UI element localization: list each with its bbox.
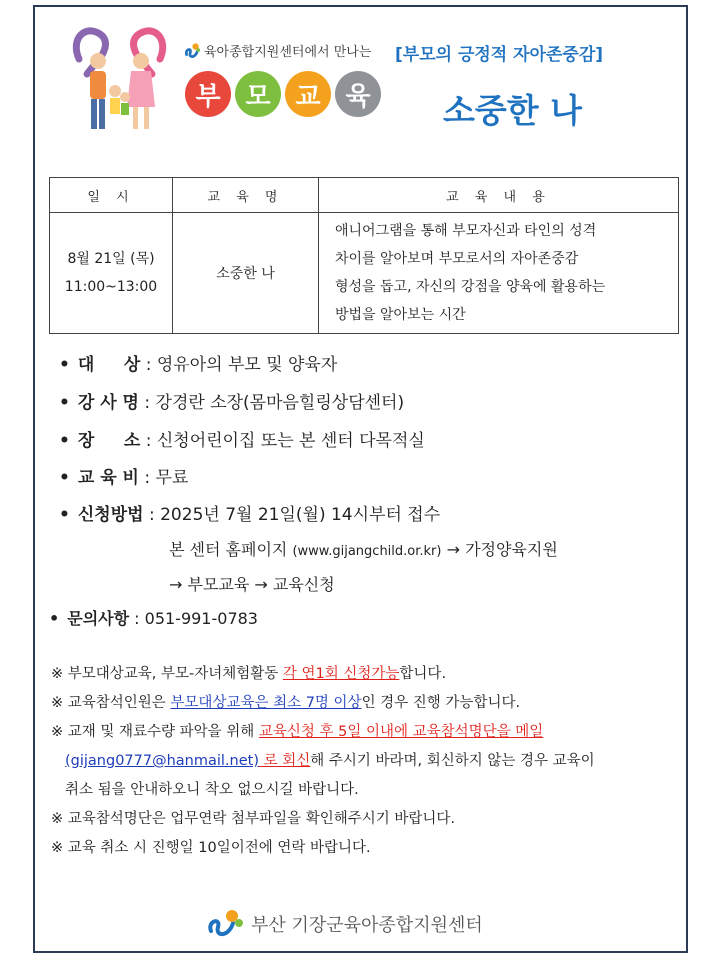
homepage-url[interactable]: (www.gijangchild.or.kr) [292, 544, 442, 559]
note-4: ※ 교육참석명단은 업무연락 첨부파일을 확인해주시기 바랍니다. [51, 811, 455, 827]
apply-line2-b: → 가정양육지원 [441, 540, 558, 559]
note-2-text: ※ 교육참석인원은 [51, 695, 171, 711]
detail-fee [59, 463, 188, 488]
date-line: 8월 21일 (목) [67, 251, 155, 267]
center-slogan-text: 육아종합지원센터에서 만나는 [204, 45, 372, 60]
program-subtitle: [부모의 긍정적 자아존중감] [395, 45, 604, 65]
contact-value: : 051-991-0783 [134, 609, 258, 628]
circle-char-1: 부 [185, 71, 231, 117]
logo-area [65, 19, 385, 139]
center-slogan [183, 41, 371, 60]
detail-contact [49, 606, 258, 629]
contact-label: 문의사항 [67, 609, 130, 628]
apply-label: 신청방법 [77, 505, 144, 525]
table-header-row [50, 178, 679, 213]
center-logo-icon [205, 909, 245, 939]
circle-char-2: 모 [235, 71, 281, 117]
note-3-line-3: 취소 됨을 안내하오니 착오 없으시길 바랍니다. [65, 782, 359, 798]
schedule-table [49, 177, 679, 334]
content-line: 방법을 알아보는 시간 [335, 307, 466, 323]
center-logo-icon [183, 42, 201, 60]
circle-char-4: 육 [335, 71, 381, 117]
bullet: • [59, 393, 70, 413]
detail-apply [59, 500, 440, 525]
detail-lecturer [59, 388, 404, 413]
cell-date [50, 213, 173, 334]
apply-line2-a: 본 센터 홈페이지 [169, 540, 293, 559]
note-2-highlight: 부모대상교육은 최소 7명 이상 [170, 695, 362, 711]
header-name: 교 육 명 [173, 178, 319, 213]
header-date: 일 시 [50, 178, 173, 213]
email-link[interactable]: (gijang0777@hanmail.net) [65, 753, 259, 769]
bullet: • [59, 355, 70, 375]
apply-line-3: → 부모교육 → 교육신청 [169, 575, 335, 594]
note-1-highlight: 각 연1회 신청가능 [282, 666, 400, 682]
family-illustration [65, 19, 175, 134]
footer-center-name: 부산 기장군육아종합지원센터 [251, 915, 483, 936]
note-5: ※ 교육 취소 시 진행일 10일이전에 연락 바랍니다. [51, 840, 371, 856]
apply-line-2 [169, 537, 558, 560]
note-1-text: ※ 부모대상교육, 부모-자녀체험활동 [51, 666, 283, 682]
content-line: 차이를 알아보며 부모로서의 자아존중감 [335, 251, 579, 267]
header-content: 교 육 내 용 [319, 178, 679, 213]
note-2 [51, 689, 595, 718]
fee-label: 교 육 비 [77, 468, 139, 488]
detail-place [59, 426, 425, 451]
note-3-text: ※ 교재 및 재료수량 파악을 위해 [51, 724, 259, 740]
note-2-end: 인 경우 진행 가능합니다. [361, 695, 521, 711]
note-3-line-2-end: 해 주시기 바라며, 회신하지 않는 경우 교육이 [310, 753, 595, 769]
table-row [50, 213, 679, 334]
note-3-line-2 [51, 747, 595, 776]
fee-value: : 무료 [144, 468, 189, 488]
bullet: • [49, 609, 60, 628]
program-title: 소중한 나 [443, 91, 583, 130]
note-3-highlight: 교육신청 후 5일 이내에 교육참석명단을 메일 [258, 724, 544, 740]
place-label: 장 소 [77, 431, 141, 451]
note-3 [51, 718, 595, 747]
target-value: : 영유아의 부모 및 양육자 [145, 355, 338, 375]
bullet: • [59, 468, 70, 488]
note-3-reply: 로 회신 [259, 753, 311, 769]
cell-content [319, 213, 679, 334]
note-1-end: 합니다. [399, 666, 447, 682]
apply-value: : 2025년 7월 21일(월) 14시부터 접수 [148, 505, 441, 525]
place-value: : 신청어린이집 또는 본 센터 다목적실 [145, 431, 425, 451]
circle-char-3: 교 [285, 71, 331, 117]
bullet: • [59, 431, 70, 451]
cell-name: 소중한 나 [173, 213, 319, 334]
notes [51, 660, 595, 863]
note-1 [51, 660, 595, 689]
time-line: 11:00~13:00 [64, 279, 158, 295]
flyer-frame [33, 5, 688, 953]
lecturer-label: 강 사 명 [77, 393, 139, 413]
program-circles [185, 71, 381, 117]
header [35, 7, 686, 177]
target-label: 대 상 [77, 355, 141, 375]
bullet: • [59, 505, 70, 525]
content-line: 형성을 돕고, 자신의 강점을 양육에 활용하는 [335, 279, 606, 295]
detail-target [59, 350, 337, 375]
lecturer-value: : 강경란 소장(몸마음힐링상담센터) [144, 393, 405, 413]
footer [205, 909, 483, 939]
content-line: 애니어그램을 통해 부모자신과 타인의 성격 [335, 223, 597, 239]
